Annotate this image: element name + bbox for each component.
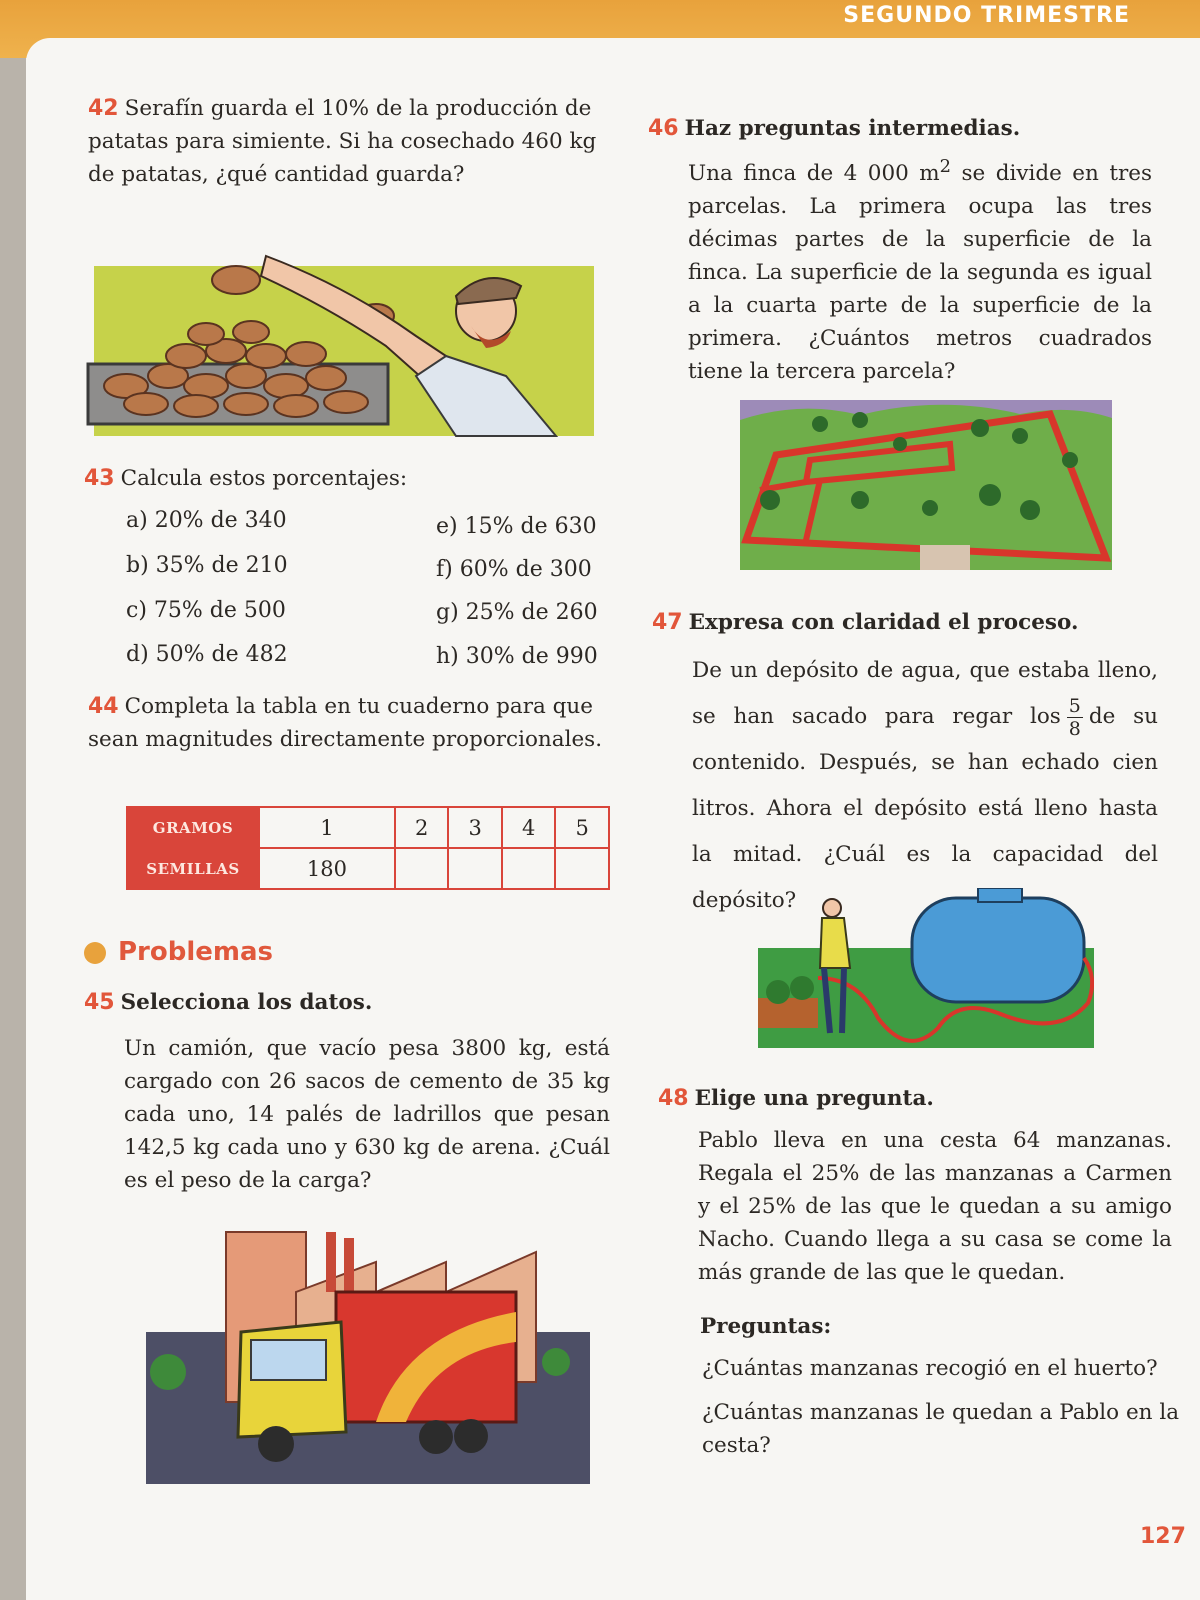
- band-title: SEGUNDO TRIMESTRE: [843, 3, 1130, 28]
- questions-heading: Preguntas:: [700, 1314, 832, 1339]
- table-cell: 2: [395, 807, 449, 848]
- table-row: [127, 848, 609, 889]
- book-edge: [0, 58, 26, 1600]
- exercise-number: 44: [88, 694, 119, 719]
- table-cell: 5: [555, 807, 609, 848]
- truck-illustration: [146, 1222, 590, 1484]
- superscript: 2: [939, 156, 952, 177]
- farm-plot-illustration: [740, 400, 1112, 570]
- exercise-number: 45: [84, 990, 115, 1015]
- question-item: ¿Cuántas manzanas recogió en el huerto?: [702, 1356, 1158, 1381]
- table-row: [127, 807, 609, 848]
- water-tank-illustration: [758, 888, 1094, 1048]
- exercise-43: [84, 462, 407, 495]
- text-part: se divide en tres parcelas. La primera ocupa las tres décimas partes de la superficie de la finca. La superficie de la segunda es igual a la cuarta parte de la superficie de la primera. ¿Cuántos metros cuadrados tiene la tercera parcela?: [688, 161, 1152, 385]
- exercise-text: Completa la tabla en tu cuaderno para que sean magnitudes directamente proporcionales.: [88, 694, 603, 752]
- exercise-number: 43: [84, 466, 115, 491]
- exercise-number: 47: [652, 610, 683, 635]
- section-title: Problemas: [118, 937, 274, 967]
- text-part: Una finca de 4 000 m: [688, 161, 940, 187]
- section-heading: [84, 937, 273, 967]
- percent-item: g) 25% de 260: [436, 600, 598, 625]
- table-cell: [448, 848, 502, 889]
- exercise-42: [88, 92, 600, 191]
- percent-item: d) 50% de 482: [126, 642, 288, 667]
- text-part: de su contenido. Después, se han echado cien litros. Ahora el depósito está lleno hasta la mitad. ¿Cuál es la capacidad del depósito?: [692, 704, 1159, 913]
- percent-item: f) 60% de 300: [436, 557, 592, 582]
- percent-item: h) 30% de 990: [436, 644, 598, 669]
- percent-item: e) 15% de 630: [436, 514, 597, 539]
- proportion-table: [126, 806, 610, 890]
- exercise-45-text: Un camión, que vacío pesa 3800 kg, está cargado con 26 sacos de cemento de 35 kg cada uno, 14 palés de ladrillos que pesan 142,5 kg cada uno y 630 kg de arena. ¿Cuál es el peso de la carga?: [124, 1036, 610, 1193]
- question-item: ¿Cuántas manzanas le quedan a Pablo en la cesta?: [702, 1400, 1180, 1458]
- numerator: 5: [1068, 694, 1081, 717]
- exercise-46-text: [688, 150, 1152, 388]
- table-cell: 1: [259, 807, 395, 848]
- percent-item: b) 35% de 210: [126, 553, 288, 578]
- potato-farmer-illustration: [86, 246, 602, 446]
- denominator: 8: [1068, 717, 1081, 740]
- exercise-number: 48: [658, 1086, 689, 1111]
- exercise-48-title: [658, 1082, 934, 1115]
- table-cell: [555, 848, 609, 889]
- table-cell: [395, 848, 449, 889]
- exercise-title: Selecciona los datos.: [120, 990, 373, 1015]
- fraction: [1067, 695, 1083, 740]
- table-cell: 180: [259, 848, 395, 889]
- page-number: 127: [1140, 1524, 1186, 1549]
- exercise-46-title: [648, 112, 1020, 145]
- exercise-48-text: Pablo lleva en una cesta 64 manzanas. Regala el 25% de las manzanas a Carmen y el 25% de las que le quedan a su amigo Nacho. Cuando llega a su casa se come la más grande de las que le quedan.: [698, 1128, 1172, 1285]
- exercise-title: Calcula estos porcentajes:: [120, 466, 408, 491]
- exercise-45-title: [84, 986, 372, 1019]
- exercise-number: 42: [88, 96, 119, 121]
- table-cell: 3: [448, 807, 502, 848]
- bullet-icon: [84, 942, 106, 964]
- table-cell: [502, 848, 556, 889]
- exercise-number: 46: [648, 116, 679, 141]
- exercise-title: Elige una pregunta.: [694, 1086, 934, 1111]
- exercise-44: [88, 690, 608, 756]
- exercise-47-text: [692, 648, 1158, 924]
- exercise-47-title: [652, 606, 1078, 639]
- percent-item: a) 20% de 340: [126, 508, 287, 533]
- exercise-title: Expresa con claridad el proceso.: [688, 610, 1079, 635]
- row-header: GRAMOS: [127, 807, 259, 848]
- text-part: De un depósito de agua, que estaba lleno, se han sacado para regar los: [692, 658, 1158, 729]
- row-header: SEMILLAS: [127, 848, 259, 889]
- exercise-text: Serafín guarda el 10% de la producción de patatas para simiente. Si ha cosechado 460 kg de patatas, ¿qué cantidad guarda?: [88, 96, 597, 187]
- exercise-title: Haz preguntas intermedias.: [684, 116, 1021, 141]
- percent-item: c) 75% de 500: [126, 598, 286, 623]
- table-cell: 4: [502, 807, 556, 848]
